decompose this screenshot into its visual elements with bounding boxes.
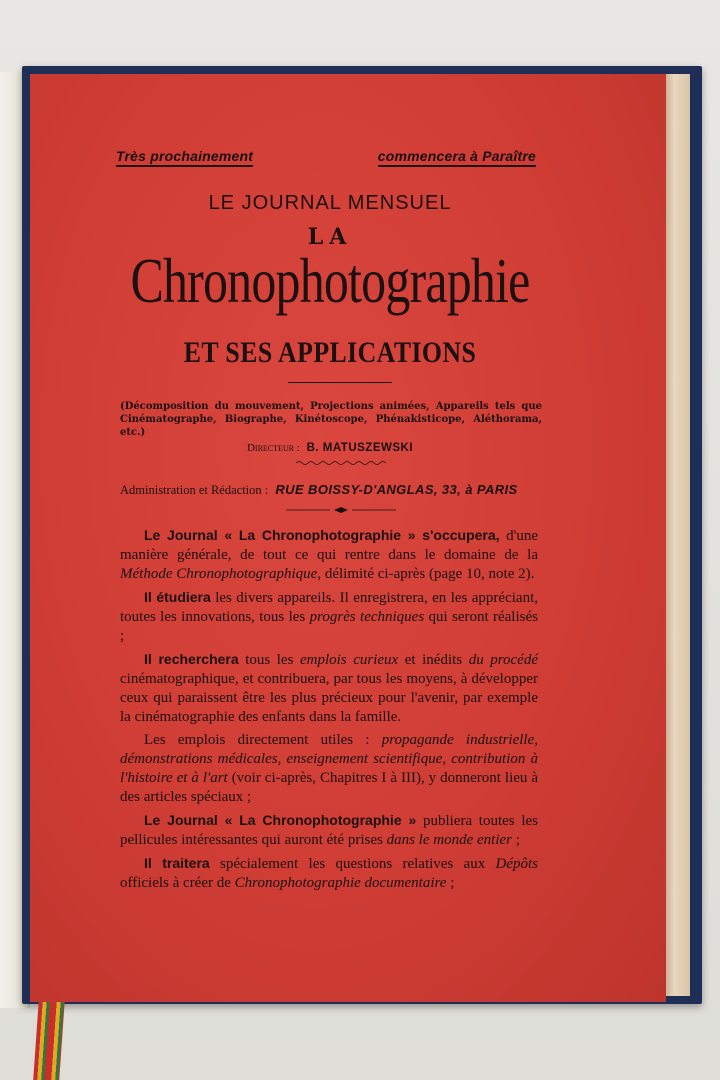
director-label: Directeur : xyxy=(246,442,300,454)
director-name: B. MATUSZEWSKI xyxy=(306,442,414,454)
director-line xyxy=(30,442,630,454)
bold-text: Le Journal « La Chronophotographie » s'occupera, xyxy=(144,527,500,543)
italic-text: du procédé xyxy=(468,652,538,668)
text: ; xyxy=(511,832,520,848)
italic-text: Dépôts xyxy=(495,856,539,872)
text: qui seront réalisés ; xyxy=(120,609,538,644)
bold-text: Le Journal « La Chronophotographie » xyxy=(144,812,417,828)
page-block-edge xyxy=(664,74,690,996)
admin-label: Administration et Rédaction : xyxy=(120,483,269,497)
admin-line xyxy=(120,482,550,498)
header-right-text: commencera à Paraître xyxy=(378,148,536,167)
subtitle: ET SES APPLICATIONS xyxy=(183,336,477,369)
bold-text: Il étudiera xyxy=(144,589,211,605)
text: ; xyxy=(446,875,455,891)
wavy-divider xyxy=(296,460,386,466)
italic-text: emplois curieux xyxy=(299,652,399,668)
italic-text: propagande industrielle, démonstrations médicales, enseignement scientifique, contribution à l'histoire et à l'art xyxy=(120,732,538,786)
text: tous les xyxy=(238,652,300,668)
bookmark-ribbon xyxy=(33,1000,65,1080)
title-article: LA xyxy=(307,224,353,250)
text: publiera toutes les pellicules intéressantes qui auront été prises xyxy=(120,813,539,848)
text: , délimité ci-après (page 10, note 2). xyxy=(317,566,535,582)
admin-address: RUE BOISSY-D'ANGLAS, 33, à PARIS xyxy=(275,482,518,497)
text: les divers appareils. Il enregistrera, en les appréciant, toutes les innovations, tous les xyxy=(120,590,538,625)
text: (voir ci-après, Chapitres I à III), y donneront lieu à des articles spéciaux ; xyxy=(120,770,539,805)
text: et inédits xyxy=(398,652,469,668)
header-left-text: Très prochainement xyxy=(116,148,253,167)
paragraph xyxy=(120,854,538,893)
bold-text: Il recherchera xyxy=(144,651,239,667)
italic-text: progrès techniques xyxy=(309,609,425,625)
ornament-divider xyxy=(286,506,396,514)
text: officiels à créer de xyxy=(120,875,235,891)
italic-text: Méthode Chronophotographique xyxy=(120,566,318,582)
paragraph xyxy=(120,811,538,850)
italic-text: dans le monde entier xyxy=(386,832,512,848)
main-title: Chronophotographie xyxy=(130,245,530,316)
paragraph xyxy=(120,731,538,807)
red-prospectus-page xyxy=(30,74,666,1002)
text: cinématographique, et contribuera, par tous les moyens, à développer ceux qui paraissent être les plus précieux pour l'avenir, par exemple la cinématographie des enfants dans la famille. xyxy=(120,671,538,725)
bold-text: Il traitera xyxy=(144,855,210,871)
paragraph xyxy=(120,526,538,584)
text: Les emplois directement utiles : xyxy=(144,732,382,748)
paragraph xyxy=(120,588,538,646)
description: (Décomposition du mouvement, Projections animées, Appareils tels que Cinématographe, Biographe, Kinétoscope, Phénakisticope, Aléthorama, etc.) xyxy=(120,401,542,438)
body-text xyxy=(120,526,538,897)
text: d'une manière générale, de tout ce qui rentre dans le domaine de la xyxy=(120,528,538,563)
journal-label: LE JOURNAL MENSUEL xyxy=(208,192,452,214)
italic-text: Chronophotographie documentaire xyxy=(234,875,447,891)
paragraph xyxy=(120,650,538,727)
text: spécialement les questions relatives aux xyxy=(209,856,496,872)
title-rule xyxy=(288,382,392,383)
